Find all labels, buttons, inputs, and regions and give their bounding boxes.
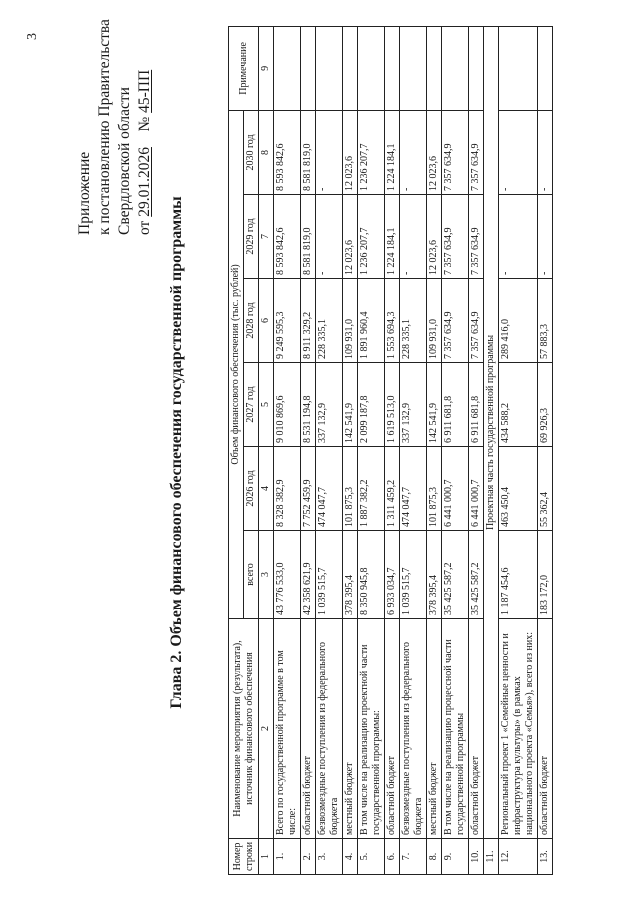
row-number-cell: 5. bbox=[358, 839, 385, 875]
year-2030-cell: 1 236 207,7 bbox=[358, 110, 385, 194]
row-number-cell: 6. bbox=[385, 839, 400, 875]
column-index: 7 bbox=[259, 195, 274, 279]
header-2029: 2029 год bbox=[244, 195, 259, 279]
year-2028-cell: 228 335,1 bbox=[400, 279, 427, 363]
year-2028-cell: 8 911 329,2 bbox=[301, 279, 316, 363]
year-2029-cell: 8 581 819,0 bbox=[301, 195, 316, 279]
column-index: 6 bbox=[259, 279, 274, 363]
row-name-cell: местный бюджет bbox=[427, 619, 442, 839]
year-2030-cell: - bbox=[400, 110, 427, 194]
year-2029-cell: 12 023,6 bbox=[427, 195, 442, 279]
row-number-cell: 8. bbox=[427, 839, 442, 875]
year-2027-cell: 142 541,9 bbox=[343, 363, 358, 447]
year-2026-cell: 6 441 000,7 bbox=[442, 447, 469, 531]
total-cell: 183 172,0 bbox=[538, 531, 553, 619]
year-2027-cell: 6 911 681,8 bbox=[469, 363, 484, 447]
row-name-cell: местный бюджет bbox=[343, 619, 358, 839]
row-number-cell: 1. bbox=[274, 839, 301, 875]
column-index: 9 bbox=[259, 26, 274, 110]
row-name-cell: областной бюджет bbox=[538, 619, 553, 839]
year-2027-cell: 9 010 869,6 bbox=[274, 363, 301, 447]
table-row bbox=[385, 26, 400, 874]
year-2028-cell: 1 891 960,4 bbox=[358, 279, 385, 363]
year-2029-cell: 1 236 207,7 bbox=[358, 195, 385, 279]
year-2028-cell: 109 931,0 bbox=[343, 279, 358, 363]
row-number-cell: 9. bbox=[442, 839, 469, 875]
year-2028-cell: 109 931,0 bbox=[427, 279, 442, 363]
appendix-line-2: к постановлению Правительства bbox=[96, 19, 113, 235]
year-2026-cell: 474 047,7 bbox=[316, 447, 343, 531]
note-cell bbox=[400, 26, 427, 110]
year-2026-cell: 1 887 382,2 bbox=[358, 447, 385, 531]
year-2029-cell: 7 357 634,9 bbox=[442, 195, 469, 279]
row-number-cell: 2. bbox=[301, 839, 316, 875]
column-index: 5 bbox=[259, 363, 274, 447]
column-index: 3 bbox=[259, 531, 274, 619]
year-2030-cell: - bbox=[499, 110, 538, 194]
year-2030-cell: - bbox=[538, 110, 553, 194]
table-row bbox=[427, 26, 442, 874]
table-row bbox=[469, 26, 484, 874]
page-number: 3 bbox=[25, 33, 40, 40]
appendix-line-3: Свердловской области bbox=[116, 87, 133, 235]
year-2030-cell: 12 023,6 bbox=[427, 110, 442, 194]
year-2027-cell: 337 132,9 bbox=[316, 363, 343, 447]
total-cell: 1 187 454,6 bbox=[499, 531, 538, 619]
total-cell: 43 776 533,0 bbox=[274, 531, 301, 619]
total-cell: 42 358 621,9 bbox=[301, 531, 316, 619]
year-2026-cell: 55 362,4 bbox=[538, 447, 553, 531]
year-2029-cell: 7 357 634,9 bbox=[469, 195, 484, 279]
total-cell: 6 933 034,7 bbox=[385, 531, 400, 619]
table-header bbox=[229, 26, 259, 874]
row-number-cell: 13. bbox=[538, 839, 553, 875]
year-2029-cell: - bbox=[499, 195, 538, 279]
appendix-date-line bbox=[135, 19, 155, 235]
table-body bbox=[259, 26, 553, 874]
column-index: 1 bbox=[259, 839, 274, 875]
header-row-number: Номер строки bbox=[229, 839, 259, 875]
year-2028-cell: 228 335,1 bbox=[316, 279, 343, 363]
row-number-cell: 4. bbox=[343, 839, 358, 875]
year-2026-cell: 474 047,7 bbox=[400, 447, 427, 531]
year-2026-cell: 463 450,4 bbox=[499, 447, 538, 531]
header-note: Примечание bbox=[229, 26, 259, 110]
total-cell: 8 350 945,8 bbox=[358, 531, 385, 619]
year-2027-cell: 1 619 513,0 bbox=[385, 363, 400, 447]
total-cell: 35 425 587,2 bbox=[442, 531, 469, 619]
table-row bbox=[343, 26, 358, 874]
note-cell bbox=[301, 26, 316, 110]
note-cell bbox=[427, 26, 442, 110]
column-index: 4 bbox=[259, 447, 274, 531]
appendix-line-1: Приложение bbox=[76, 151, 93, 235]
year-2029-cell: - bbox=[400, 195, 427, 279]
year-2029-cell: 8 593 842,6 bbox=[274, 195, 301, 279]
row-number-cell: 10. bbox=[469, 839, 484, 875]
year-2028-cell: 9 249 595,3 bbox=[274, 279, 301, 363]
year-2027-cell: 2 099 187,8 bbox=[358, 363, 385, 447]
note-cell bbox=[442, 26, 469, 110]
table-row bbox=[499, 26, 538, 874]
note-cell bbox=[385, 26, 400, 110]
table-row bbox=[538, 26, 553, 874]
appendix-number: 45-ПП bbox=[136, 69, 153, 113]
table-row bbox=[358, 26, 385, 874]
year-2029-cell: 1 224 184,1 bbox=[385, 195, 400, 279]
year-2026-cell: 8 328 382,9 bbox=[274, 447, 301, 531]
column-index: 8 bbox=[259, 110, 274, 194]
row-name-cell: областной бюджет bbox=[385, 619, 400, 839]
year-2028-cell: 7 357 634,9 bbox=[442, 279, 469, 363]
row-name-cell: В том числе на реализацию процессной части государственной программы bbox=[442, 619, 469, 839]
header-2026: 2026 год bbox=[244, 447, 259, 531]
row-name-cell: Региональный проект 1 «Семейные ценности и инфраструктура культуры» (в рамках национального проекта «Семья»), всего из них: bbox=[499, 619, 538, 839]
year-2028-cell: 289 416,0 bbox=[499, 279, 538, 363]
year-2027-cell: 337 132,9 bbox=[400, 363, 427, 447]
note-cell bbox=[469, 26, 484, 110]
year-2030-cell: 7 357 634,9 bbox=[442, 110, 469, 194]
row-number-cell: 12. bbox=[499, 839, 538, 875]
year-2026-cell: 1 311 459,2 bbox=[385, 447, 400, 531]
column-index: 2 bbox=[259, 619, 274, 839]
table-row bbox=[274, 26, 301, 874]
year-2026-cell: 7 752 459,9 bbox=[301, 447, 316, 531]
year-2029-cell: - bbox=[538, 195, 553, 279]
note-cell bbox=[358, 26, 385, 110]
year-2027-cell: 434 588,2 bbox=[499, 363, 538, 447]
note-cell bbox=[343, 26, 358, 110]
total-cell: 378 395,4 bbox=[343, 531, 358, 619]
row-name-cell: областной бюджет bbox=[469, 619, 484, 839]
table-row bbox=[400, 26, 427, 874]
total-cell: 1 039 515,7 bbox=[316, 531, 343, 619]
appendix-number-label: № bbox=[136, 116, 153, 132]
year-2029-cell: 12 023,6 bbox=[343, 195, 358, 279]
row-name-cell: безвозмездные поступления из федерального бюджета bbox=[400, 619, 427, 839]
header-2028: 2028 год bbox=[244, 279, 259, 363]
year-2028-cell: 1 553 694,3 bbox=[385, 279, 400, 363]
year-2030-cell: 12 023,6 bbox=[343, 110, 358, 194]
table-row bbox=[301, 26, 316, 874]
year-2026-cell: 101 875,3 bbox=[343, 447, 358, 531]
year-2026-cell: 101 875,3 bbox=[427, 447, 442, 531]
year-2030-cell: 1 224 184,1 bbox=[385, 110, 400, 194]
year-2030-cell: 8 581 819,0 bbox=[301, 110, 316, 194]
total-cell: 35 425 587,2 bbox=[469, 531, 484, 619]
header-name: Наименование мероприятия (результата), источник финансового обеспечения bbox=[229, 619, 259, 839]
column-index-row bbox=[259, 26, 274, 874]
appendix-block bbox=[75, 19, 155, 235]
year-2027-cell: 6 911 681,8 bbox=[442, 363, 469, 447]
row-name-cell: безвозмездные поступления из федерального бюджета bbox=[316, 619, 343, 839]
total-cell: 1 039 515,7 bbox=[400, 531, 427, 619]
row-name-cell: областной бюджет bbox=[301, 619, 316, 839]
row-number-cell: 7. bbox=[400, 839, 427, 875]
row-number-cell: 11. bbox=[484, 839, 499, 875]
header-total: всего bbox=[244, 531, 259, 619]
year-2030-cell: - bbox=[316, 110, 343, 194]
chapter-title: Глава 2. Объем финансового обеспечения государственной программы bbox=[168, 196, 185, 709]
table-row bbox=[442, 26, 469, 874]
section-label: Проектная часть государственной программы bbox=[484, 26, 499, 838]
note-cell bbox=[499, 26, 538, 110]
year-2027-cell: 8 531 194,8 bbox=[301, 363, 316, 447]
row-number-cell: 3. bbox=[316, 839, 343, 875]
financing-table bbox=[228, 26, 553, 875]
row-name-cell: Всего по государственной программе в том числе: bbox=[274, 619, 301, 839]
year-2030-cell: 8 593 842,6 bbox=[274, 110, 301, 194]
section-row bbox=[484, 26, 499, 874]
note-cell bbox=[538, 26, 553, 110]
header-2030: 2030 год bbox=[244, 110, 259, 194]
year-2028-cell: 57 883,3 bbox=[538, 279, 553, 363]
note-cell bbox=[316, 26, 343, 110]
total-cell: 378 395,4 bbox=[427, 531, 442, 619]
appendix-from-label: от bbox=[136, 220, 153, 235]
year-2029-cell: - bbox=[316, 195, 343, 279]
appendix-date: 29.01.2026 bbox=[136, 147, 153, 217]
note-cell bbox=[274, 26, 301, 110]
year-2026-cell: 6 441 000,7 bbox=[469, 447, 484, 531]
year-2027-cell: 142 541,9 bbox=[427, 363, 442, 447]
table-row bbox=[316, 26, 343, 874]
year-2028-cell: 7 357 634,9 bbox=[469, 279, 484, 363]
year-2027-cell: 69 926,3 bbox=[538, 363, 553, 447]
year-2030-cell: 7 357 634,9 bbox=[469, 110, 484, 194]
header-2027: 2027 год bbox=[244, 363, 259, 447]
row-name-cell: В том числе на реализацию проектной части государственной программы: bbox=[358, 619, 385, 839]
header-volume: Объем финансового обеспечения (тыс. рублей) bbox=[229, 110, 244, 618]
